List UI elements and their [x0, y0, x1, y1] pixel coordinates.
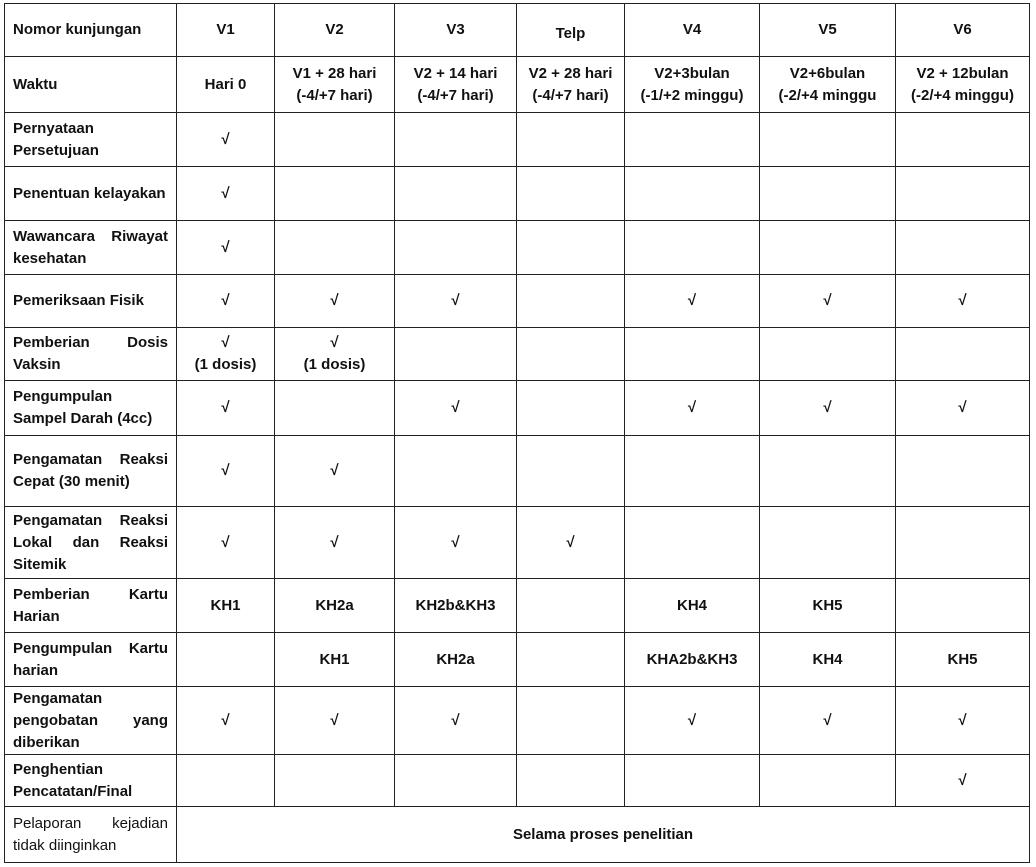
activity-row: [5, 507, 1030, 579]
schedule-cell: [395, 275, 517, 328]
schedule-cell: [395, 633, 517, 687]
schedule-cell: [625, 579, 760, 633]
visit-header-6: V5: [760, 4, 896, 57]
check-mark: √: [221, 184, 230, 202]
activity-row: [5, 436, 1030, 507]
schedule-cell: [896, 381, 1030, 436]
check-mark: √: [221, 711, 230, 729]
schedule-cell: [177, 113, 275, 167]
cell-text: KH5: [812, 596, 843, 614]
activity-row: [5, 755, 1030, 807]
visit-header-7: V6: [896, 4, 1030, 57]
activity-label: Pengamatan pengobatan yang diberikan: [5, 687, 177, 755]
check-mark: √: [451, 292, 460, 309]
schedule-cell: [275, 221, 395, 275]
schedule-cell: [896, 275, 1030, 328]
schedule-cell: [177, 755, 275, 807]
schedule-cell: [896, 633, 1030, 687]
schedule-cell: [395, 328, 517, 381]
schedule-cell: [275, 633, 395, 687]
activity-label: Pengumpulan Sampel Darah (4cc): [5, 381, 177, 436]
waktu-cell: [896, 57, 1030, 113]
check-mark: √: [221, 334, 230, 351]
schedule-cell: [896, 687, 1030, 755]
schedule-cell: [896, 113, 1030, 167]
schedule-cell: [625, 113, 760, 167]
activity-label: Penghentian Pencatatan/Final: [5, 755, 177, 807]
visit-header-1: V1: [177, 4, 275, 57]
schedule-cell: [517, 221, 625, 275]
header-row: [5, 4, 1030, 57]
schedule-cell: [395, 381, 517, 436]
cell-text: (-2/+4 minggu): [911, 86, 1014, 104]
schedule-cell: [275, 507, 395, 579]
schedule-cell: [896, 507, 1030, 579]
schedule-cell: [275, 755, 395, 807]
schedule-cell: [177, 381, 275, 436]
activity-row: [5, 633, 1030, 687]
waktu-cell: [760, 57, 896, 113]
activity-row: [5, 275, 1030, 328]
check-mark: √: [330, 533, 339, 551]
cell-text: V1 + 28 hari: [292, 64, 377, 82]
cell-text: (-4/+7 hari): [417, 86, 494, 104]
schedule-cell: [517, 436, 625, 507]
schedule-cell: [177, 687, 275, 755]
footer-label: Pelaporan kejadian tidak diinginkan: [5, 807, 177, 863]
schedule-cell: [275, 436, 395, 507]
schedule-cell: [760, 687, 896, 755]
schedule-cell: [275, 328, 395, 381]
check-mark: √: [221, 238, 230, 256]
schedule-cell: [517, 507, 625, 579]
schedule-cell: [760, 275, 896, 328]
cell-text: KH4: [812, 650, 843, 668]
schedule-cell: [395, 113, 517, 167]
check-mark: √: [221, 399, 230, 416]
schedule-cell: [896, 328, 1030, 381]
schedule-cell: [625, 328, 760, 381]
schedule-cell: [275, 381, 395, 436]
schedule-cell: [760, 507, 896, 579]
cell-text: (1 dosis): [303, 356, 366, 373]
cell-text: KH2a: [315, 596, 354, 614]
cell-text: KH2a: [436, 650, 475, 668]
cell-text: (-4/+7 hari): [296, 86, 373, 104]
check-mark: √: [221, 533, 230, 551]
check-mark: √: [823, 292, 832, 309]
schedule-cell: [395, 167, 517, 221]
schedule-cell: [625, 507, 760, 579]
schedule-cell: [760, 113, 896, 167]
schedule-cell: [625, 436, 760, 507]
activity-row: [5, 221, 1030, 275]
schedule-cell: [395, 687, 517, 755]
schedule-cell: [177, 436, 275, 507]
schedule-cell: [896, 221, 1030, 275]
visit-header-4: Telp: [517, 4, 625, 57]
schedule-cell: [395, 221, 517, 275]
check-mark: √: [221, 462, 230, 479]
schedule-cell: [177, 221, 275, 275]
check-mark: √: [330, 292, 339, 309]
waktu-cell: [275, 57, 395, 113]
schedule-cell: [275, 167, 395, 221]
cell-text: KH1: [319, 650, 350, 668]
schedule-cell: [517, 633, 625, 687]
schedule-cell: [896, 579, 1030, 633]
schedule-cell: [625, 167, 760, 221]
schedule-cell: [395, 755, 517, 807]
schedule-cell: [177, 633, 275, 687]
schedule-cell: [275, 275, 395, 328]
schedule-cell: [625, 687, 760, 755]
schedule-cell: [395, 436, 517, 507]
cell-text: KHA2b&KH3: [646, 650, 738, 668]
activity-row: [5, 381, 1030, 436]
activity-row: [5, 579, 1030, 633]
schedule-cell: [517, 167, 625, 221]
check-mark: √: [330, 711, 339, 729]
schedule-cell: [177, 507, 275, 579]
check-mark: √: [687, 711, 697, 729]
schedule-table: [4, 3, 1030, 863]
schedule-cell: [625, 275, 760, 328]
cell-text: V2+6bulan: [789, 64, 866, 82]
schedule-cell: [760, 381, 896, 436]
schedule-cell: [625, 755, 760, 807]
cell-text: V2+3bulan: [654, 64, 730, 82]
schedule-cell: [760, 221, 896, 275]
footer-span-text: Selama proses penelitian: [177, 807, 1030, 863]
cell-text: V2 + 14 hari: [413, 64, 498, 82]
check-mark: √: [221, 130, 230, 148]
waktu-row: [5, 57, 1030, 113]
schedule-cell: [517, 275, 625, 328]
visit-header-2: V2: [275, 4, 395, 57]
schedule-cell: [760, 633, 896, 687]
schedule-cell: [517, 579, 625, 633]
cell-text: (-1/+2 minggu): [640, 86, 744, 104]
waktu-cell: [177, 57, 275, 113]
cell-text: V2 + 12bulan: [916, 64, 1009, 82]
schedule-cell: [517, 113, 625, 167]
activity-label: Pemeriksaan Fisik: [5, 275, 177, 328]
schedule-cell: [517, 687, 625, 755]
activity-label: Pemberian Kartu Harian: [5, 579, 177, 633]
check-mark: √: [958, 292, 967, 309]
activity-label: Pemberian Dosis Vaksin: [5, 328, 177, 381]
activity-row: [5, 328, 1030, 381]
check-mark: √: [687, 399, 697, 416]
check-mark: √: [451, 399, 460, 416]
schedule-cell: [517, 755, 625, 807]
schedule-cell: [177, 328, 275, 381]
schedule-cell: [395, 507, 517, 579]
schedule-cell: [625, 221, 760, 275]
schedule-cell: [760, 167, 896, 221]
waktu-label: Waktu: [5, 57, 177, 113]
schedule-cell: [177, 167, 275, 221]
schedule-cell: [760, 755, 896, 807]
cell-text: KH4: [676, 596, 707, 614]
cell-text: Hari 0: [204, 75, 247, 93]
check-mark: √: [958, 399, 967, 416]
schedule-cell: [517, 328, 625, 381]
visit-header-3: V3: [395, 4, 517, 57]
cell-text: KH5: [947, 650, 978, 668]
schedule-cell: [275, 687, 395, 755]
schedule-cell: [177, 275, 275, 328]
footer-row: [5, 807, 1030, 863]
schedule-cell: [760, 328, 896, 381]
activity-label: Penentuan kelayakan: [5, 167, 177, 221]
cell-text: (1 dosis): [194, 356, 257, 373]
check-mark: √: [823, 399, 832, 416]
schedule-cell: [760, 579, 896, 633]
schedule-cell: [760, 436, 896, 507]
schedule-cell: [625, 633, 760, 687]
schedule-cell: [896, 755, 1030, 807]
schedule-cell: [275, 113, 395, 167]
check-mark: √: [687, 292, 697, 309]
check-mark: √: [566, 533, 575, 551]
schedule-cell: [896, 167, 1030, 221]
check-mark: √: [823, 711, 832, 729]
schedule-cell: [625, 381, 760, 436]
cell-text: (-2/+4 minggu: [778, 86, 877, 104]
activity-label: Pengamatan Reaksi Lokal dan Reaksi Sitemik: [5, 507, 177, 579]
schedule-cell: [517, 381, 625, 436]
waktu-cell: [517, 57, 625, 113]
check-mark: √: [958, 771, 967, 789]
check-mark: √: [221, 292, 230, 309]
activity-label: Wawancara Riwayat kesehatan: [5, 221, 177, 275]
activity-label: Pengumpulan Kartu harian: [5, 633, 177, 687]
cell-text: KH2b&KH3: [415, 596, 496, 614]
check-mark: √: [451, 711, 460, 729]
visit-header-5: V4: [625, 4, 760, 57]
check-mark: √: [330, 334, 339, 351]
cell-text: V2 + 28 hari: [528, 64, 613, 82]
cell-text: (-4/+7 hari): [532, 86, 609, 104]
schedule-cell: [896, 436, 1030, 507]
waktu-cell: [395, 57, 517, 113]
waktu-cell: [625, 57, 760, 113]
check-mark: √: [958, 711, 967, 729]
check-mark: √: [330, 462, 339, 479]
activity-row: [5, 167, 1030, 221]
activity-label: Pengamatan Reaksi Cepat (30 menit): [5, 436, 177, 507]
cell-text: KH1: [210, 596, 241, 614]
header-label: Nomor kunjungan: [5, 4, 177, 57]
schedule-cell: [177, 579, 275, 633]
check-mark: √: [451, 533, 460, 551]
schedule-cell: [275, 579, 395, 633]
activity-row: [5, 113, 1030, 167]
schedule-cell: [395, 579, 517, 633]
activity-row: [5, 687, 1030, 755]
activity-label: Pernyataan Persetujuan: [5, 113, 177, 167]
